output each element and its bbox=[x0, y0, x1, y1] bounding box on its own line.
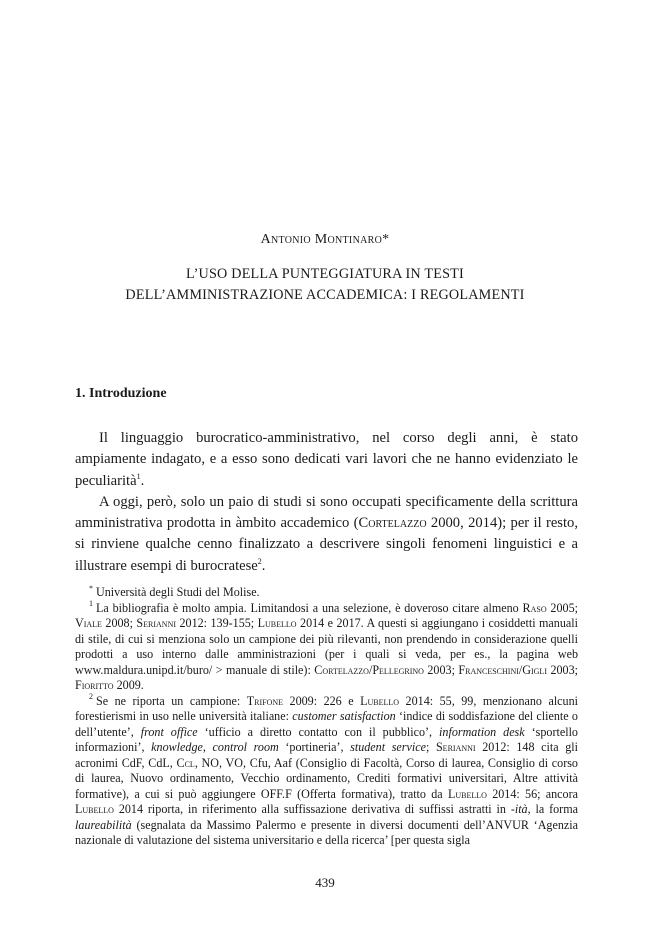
citation-author: Trifone bbox=[246, 693, 284, 708]
footnote-text: 2014 e 2017. A questi si aggiungano i cosiddetti manuali di stile, di cui si menziona solo un campione dei più rilevanti, non prendendo in considerazione quelli prodotti a uso interno dalle amministrazioni (per i quali si veda, per es., la pagina web www.maldura.unipd.it/buro/ > manuale di stile): bbox=[75, 616, 578, 677]
footnote-text: , la forma bbox=[527, 802, 578, 816]
citation-author: Lubello bbox=[257, 616, 297, 630]
footnote-ref-1: 1 bbox=[136, 471, 141, 481]
citation-author: Franceschini/Gigli bbox=[458, 662, 547, 677]
italic-term: information desk bbox=[439, 724, 525, 739]
footnote-text: 2003; bbox=[546, 662, 578, 677]
footnote-text: 2008; bbox=[101, 616, 137, 630]
footnote-text: ; bbox=[425, 740, 436, 754]
footnote-text: 2003; bbox=[423, 662, 459, 677]
citation-author: Lubello bbox=[75, 802, 114, 816]
paragraph-2 bbox=[75, 492, 578, 577]
acronym-small-caps: Ccl bbox=[176, 755, 195, 770]
italic-term: customer satisfaction bbox=[292, 709, 396, 723]
footnote-text: 2012: 139-155; bbox=[176, 616, 258, 630]
paragraph-2-text-b: 2000, 2014); per il resto, si rinviene qualche cenno finalizzato a descrivere singoli fenomeni linguistici e a illustrare esempi di burocratese bbox=[75, 515, 578, 574]
footnote-text: , bbox=[202, 740, 213, 754]
footnotes bbox=[75, 585, 578, 849]
italic-term: -ità bbox=[510, 802, 528, 816]
citation-author: Cortelazzo/Pellegrino bbox=[314, 662, 424, 677]
author-first-name: Antonio bbox=[260, 232, 311, 247]
footnote-text: Università degli Studi del Molise. bbox=[96, 585, 260, 599]
footnote-text: La bibliografia è molto ampia. Limitandosi a una selezione, è doveroso citare almeno bbox=[96, 600, 523, 615]
citation-author: Lubello bbox=[447, 786, 487, 801]
citation-author: Raso bbox=[522, 600, 547, 615]
footnote-text: 2009: 226 e bbox=[283, 693, 361, 708]
italic-term: control room bbox=[212, 740, 279, 754]
footnote-text: , NO, VO, Cfu, Aaf (Consiglio di Facoltà, Corso di laurea, Consiglio di corso di laurea, Nuovo ordinamento, Vecchio ordinamento, Crediti formativi universitari, Altre attività formative), a cui si può aggiungere OFF.F (Offerta formativa), tratto da bbox=[75, 755, 578, 801]
italic-term: student service bbox=[350, 740, 426, 754]
footnote-text: ‘ufficio a diretto contatto con il pubblico’, bbox=[197, 724, 440, 739]
footnote-text: ‘portineria’, bbox=[278, 740, 351, 754]
title-line-2: DELL’AMMINISTRAZIONE ACCADEMICA: I REGOLAMENTI bbox=[125, 287, 525, 303]
section-heading: 1. Introduzione bbox=[75, 386, 167, 401]
citation-author: Serianni bbox=[435, 740, 476, 754]
citation-author: Fioritto bbox=[75, 678, 114, 692]
citation-author: Lubello bbox=[360, 693, 400, 708]
footnote-mark: * bbox=[89, 583, 93, 593]
citation-author: Viale bbox=[75, 616, 102, 630]
author-footnote-mark: * bbox=[382, 232, 390, 247]
citation-author: Cortelazzo bbox=[358, 515, 427, 532]
article-title bbox=[80, 264, 570, 306]
paragraph-2-text-a: A oggi, però, solo un paio di studi si sono occupati specificamente della scrittura amministrativa prodotta in àmbito accademico ( bbox=[75, 493, 578, 532]
footnote-text: 2005; bbox=[546, 600, 578, 615]
footnote-text: 2009. bbox=[113, 678, 144, 692]
author-last-name: Montinaro bbox=[314, 232, 383, 247]
paragraph-1 bbox=[75, 428, 578, 492]
footnote-star bbox=[75, 585, 578, 601]
italic-term: knowledge bbox=[151, 740, 203, 754]
citation-author: Serianni bbox=[136, 616, 177, 630]
footnote-text: (segnalata da Massimo Palermo e presente in diversi documenti dell’ANVUR ‘Agenzia nazionale di valutazione del sistema universitario e della ricerca’ [per questa sigla bbox=[75, 817, 578, 847]
footnote-mark: 1 bbox=[89, 599, 93, 609]
footnote-2 bbox=[75, 694, 578, 849]
footnote-text: ‘indice di soddisfazione del cliente o dell’utente’, bbox=[75, 709, 578, 739]
paragraph-1-end: . bbox=[140, 472, 145, 489]
footnote-text: 2014: 55, 99, menzionano alcuni forestierismi in uso nelle università italiane: bbox=[75, 693, 578, 723]
footnote-1 bbox=[75, 601, 578, 694]
footnote-ref-2: 2 bbox=[257, 556, 262, 566]
footnote-text: 2012: 148 cita gli acronimi CdF, CdL, bbox=[75, 740, 579, 770]
title-line-1: L’USO DELLA PUNTEGGIATURA IN TESTI bbox=[186, 266, 464, 282]
footnote-text: Se ne riporta un campione: bbox=[96, 693, 247, 708]
paragraph-2-end: . bbox=[261, 557, 266, 574]
paragraph-1-text: Il linguaggio burocratico-amministrativo, nel corso degli anni, è stato ampiamente indagato, e a esso sono dedicati vari lavori che ne hanno evidenziato le peculiarità bbox=[75, 430, 578, 489]
body-text bbox=[75, 428, 578, 577]
footnote-text: 2014 riporta, in riferimento alla suffissazione derivativa di suffissi astratti in bbox=[113, 802, 511, 816]
italic-term: front office bbox=[140, 724, 198, 739]
footnote-mark: 2 bbox=[89, 692, 93, 702]
page-number: 439 bbox=[315, 875, 335, 890]
author-name bbox=[0, 232, 650, 248]
footnote-text: ‘sportello informazioni’, bbox=[75, 724, 578, 754]
italic-term: laureabilità bbox=[75, 817, 132, 832]
footnote-text: 2014: 56; ancora bbox=[486, 786, 578, 801]
